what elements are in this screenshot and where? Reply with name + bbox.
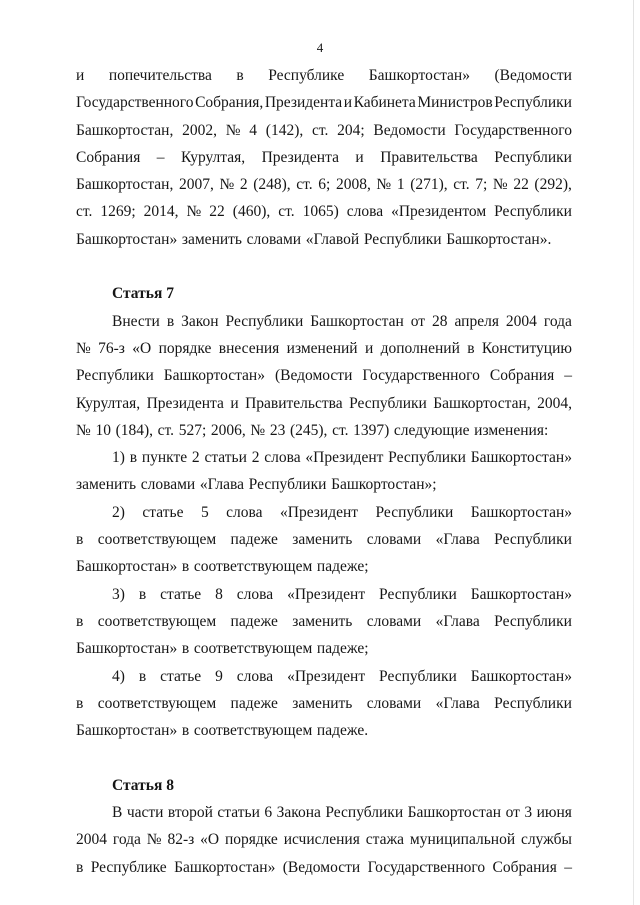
word: в: [236, 67, 244, 84]
word: Кабинета: [353, 94, 416, 112]
word: 2007,: [178, 176, 214, 194]
word: Башкортостан»: [470, 503, 572, 521]
text-line: [76, 471, 572, 498]
word: в: [181, 640, 190, 658]
text-line: [76, 226, 572, 253]
word: слова: [264, 449, 301, 467]
word: 2: [191, 449, 200, 467]
word: в: [467, 339, 475, 357]
document-body: [76, 62, 572, 881]
word: и: [76, 67, 85, 84]
word: (Ведомости: [274, 367, 353, 385]
word: словами: [366, 694, 422, 712]
text-line: [76, 799, 572, 826]
text-line: [76, 526, 572, 553]
word: Башкортостан,: [433, 394, 531, 412]
word: 4: [249, 121, 258, 139]
word: части: [126, 804, 164, 822]
word: (142),: [265, 121, 304, 139]
word: падеже: [230, 612, 278, 630]
word: Башкортостан»: [76, 230, 178, 248]
word: «Глава: [199, 476, 245, 494]
word: исчисления: [283, 831, 360, 849]
word: №: [250, 421, 266, 439]
word: службы: [521, 831, 572, 849]
word: словами: [366, 531, 422, 549]
word: статьи: [204, 449, 247, 467]
word: в: [76, 858, 84, 876]
text-line: [76, 335, 572, 362]
word: в: [129, 449, 138, 467]
word: июня: [536, 804, 572, 822]
text-line: [76, 854, 572, 881]
word: статье: [142, 503, 184, 521]
word: «О: [132, 339, 152, 357]
word: Республики: [325, 804, 404, 822]
word: Государственного: [76, 94, 194, 112]
word: Республики: [375, 503, 454, 521]
word: стажа: [365, 831, 405, 849]
text-line: [76, 444, 572, 471]
word: Башкортостан»: [470, 585, 572, 603]
word: ст.: [157, 421, 175, 439]
word: ст.: [278, 203, 295, 221]
word: в: [181, 722, 190, 740]
word: в: [76, 694, 84, 712]
text-line: [76, 717, 572, 744]
word: Республики: [494, 531, 572, 549]
word: муниципальной: [409, 831, 516, 849]
word: падеже: [230, 531, 278, 549]
word: падеже.: [316, 722, 369, 740]
word: Республики: [494, 203, 572, 221]
word: Курултая,: [181, 148, 246, 166]
word: 82-з: [167, 831, 195, 849]
word: –: [564, 858, 572, 876]
word: Ведомости: [373, 121, 446, 139]
text-line: [76, 390, 572, 417]
word: Республике: [90, 858, 167, 876]
word: ст.: [76, 203, 93, 221]
word: Башкортостан: [310, 312, 404, 330]
text-line: [76, 62, 572, 89]
word: 2004: [76, 831, 107, 849]
word: и: [364, 339, 374, 357]
word: падеже: [230, 694, 278, 712]
word: Республики: [379, 585, 457, 603]
word: (184),: [115, 421, 154, 439]
word: Собрания: [489, 367, 555, 385]
word: Башкортостан»: [470, 667, 572, 685]
word: словами: [140, 476, 196, 494]
word: 3: [524, 804, 533, 822]
word: В: [112, 804, 123, 822]
word: Республики: [388, 449, 466, 467]
word: «Президент: [305, 449, 384, 467]
word: Конституцию: [481, 339, 572, 357]
word: слова: [346, 203, 384, 221]
scan-edge-shadow: [633, 0, 634, 905]
word: попечительства: [108, 67, 212, 84]
word: Башкортостан»: [76, 640, 178, 658]
word: №: [225, 121, 241, 139]
word: №: [76, 339, 91, 357]
word: «Главой: [305, 230, 360, 248]
word: 204;: [337, 121, 365, 139]
article-heading: Статья 7: [112, 285, 174, 303]
word: Республики: [494, 148, 572, 166]
text-line: [76, 308, 572, 335]
text-line: [76, 171, 572, 198]
page-number: 4: [316, 40, 324, 55]
word: заменить: [292, 531, 353, 549]
word: ст.: [311, 121, 329, 139]
word: Правительства: [245, 394, 343, 412]
word: соответствующем: [97, 531, 217, 549]
word: дополнений: [380, 339, 460, 357]
word: словами: [246, 230, 302, 248]
word: в: [76, 531, 84, 549]
word: 527;: [178, 421, 207, 439]
word: «Президент: [287, 585, 366, 603]
word: соответствующем: [193, 640, 313, 658]
word: Государственного: [362, 367, 480, 385]
word: следующие: [393, 421, 470, 439]
word: 1065): [302, 203, 339, 221]
word: пункте: [141, 449, 188, 467]
text-line: [76, 417, 572, 444]
word: падеже;: [316, 640, 369, 658]
word: 2004,: [537, 394, 572, 412]
word: 2008,: [335, 176, 371, 194]
text-line: [76, 144, 572, 171]
word: статье: [160, 585, 202, 603]
word: (460),: [232, 203, 271, 221]
word: Президента: [264, 94, 343, 112]
word: ст.: [332, 421, 349, 439]
word: года: [543, 312, 572, 330]
word: года: [112, 831, 141, 849]
word: 2004: [505, 312, 537, 330]
word: в: [181, 558, 190, 576]
article-heading: Статья 8: [112, 776, 174, 794]
word: Башкортостан»: [76, 722, 178, 740]
word: (Ведомости: [494, 67, 572, 84]
word: 2: [239, 176, 248, 194]
word: второй: [167, 804, 213, 822]
word: Государственного: [367, 858, 486, 876]
text-line: [76, 581, 572, 608]
word: 7;: [475, 176, 488, 194]
word: 2): [112, 503, 125, 521]
word: 1397): [353, 421, 390, 439]
word: Башкортостан,: [76, 121, 174, 139]
text-line: [76, 89, 572, 116]
word: падеже;: [316, 558, 369, 576]
word: и: [355, 148, 364, 166]
word: и: [230, 394, 239, 412]
word: Башкортостан».: [446, 230, 552, 248]
word: Башкортостан»: [174, 858, 276, 876]
word: 2: [251, 449, 260, 467]
word: ст.: [453, 176, 470, 194]
word: порядке: [158, 339, 212, 357]
word: словами: [366, 612, 422, 630]
paragraph-gap: [76, 253, 572, 280]
word: (Ведомости: [282, 858, 361, 876]
word: внесения: [218, 339, 280, 357]
word: №: [186, 203, 202, 221]
word: 9: [215, 667, 223, 685]
text-line: [76, 362, 572, 389]
word: изменения:: [474, 421, 549, 439]
word: (292),: [534, 176, 572, 194]
word: изменений: [286, 339, 358, 357]
word: ст.: [296, 176, 313, 194]
word: Правительства: [380, 148, 478, 166]
word: в: [138, 585, 147, 603]
word: Башкортостан: [407, 804, 502, 822]
word: в: [138, 667, 147, 685]
word: Собрания: [76, 148, 141, 166]
word: Республики: [494, 94, 572, 112]
word: слова: [236, 585, 274, 603]
word: 2014,: [143, 203, 179, 221]
word: Президента: [146, 394, 224, 412]
word: Республики: [248, 476, 327, 494]
word: (271),: [410, 176, 448, 194]
word: (245),: [289, 421, 328, 439]
word: №: [76, 421, 91, 439]
word: Башкортостан»: [76, 558, 178, 576]
word: апреля: [454, 312, 499, 330]
word: 2006,: [210, 421, 246, 439]
word: заменить: [292, 694, 353, 712]
word: 6;: [318, 176, 331, 194]
word: 1269;: [100, 203, 136, 221]
word: от: [505, 804, 520, 822]
word: «Президент: [287, 667, 366, 685]
text-line: [76, 198, 572, 225]
word: статье: [160, 667, 202, 685]
word: Собрания: [492, 858, 557, 876]
word: соответствующем: [97, 694, 217, 712]
word: статьи: [217, 804, 260, 822]
word: заменить: [181, 230, 242, 248]
word: слова: [226, 503, 263, 521]
word: Республике: [268, 67, 345, 84]
word: «Глава: [435, 531, 480, 549]
word: Башкортостан»: [470, 449, 572, 467]
word: Республики: [494, 612, 572, 630]
word: «Глава: [435, 612, 480, 630]
word: 22: [209, 203, 225, 221]
word: «Президентом: [391, 203, 487, 221]
word: Республики: [363, 230, 442, 248]
word: №: [219, 176, 235, 194]
word: в: [76, 612, 84, 630]
word: Государственного: [454, 121, 572, 139]
word: заменить: [292, 612, 353, 630]
word: (248),: [253, 176, 291, 194]
word: 6: [264, 804, 273, 822]
text-line: [76, 608, 572, 635]
word: Министров: [417, 94, 493, 112]
word: слова: [236, 667, 274, 685]
word: Республики: [349, 394, 427, 412]
text-line: [76, 553, 572, 580]
text-line: [76, 826, 572, 853]
text-line: [76, 635, 572, 662]
word: от: [410, 312, 426, 330]
word: Башкортостан»: [368, 67, 470, 84]
word: 1): [112, 449, 125, 467]
word: Закона: [276, 804, 321, 822]
word: Башкортостан,: [76, 176, 174, 194]
word: Республики: [76, 367, 154, 385]
word: Закон: [181, 312, 219, 330]
text-line: [76, 663, 572, 690]
text-line: [76, 117, 572, 144]
word: «Глава: [435, 694, 480, 712]
word: порядке: [224, 831, 278, 849]
word: Курултая,: [76, 394, 141, 412]
word: соответствующем: [193, 722, 313, 740]
word: –: [564, 367, 572, 385]
word: «Президент: [280, 503, 359, 521]
text-line: [76, 690, 572, 717]
word: 3): [112, 585, 125, 603]
word: и: [343, 94, 353, 112]
word: Республики: [379, 667, 457, 685]
word: 5: [200, 503, 209, 521]
word: 2002,: [182, 121, 217, 139]
word: Башкортостан»: [163, 367, 265, 385]
word: №: [492, 176, 508, 194]
word: в: [166, 312, 175, 330]
word: «О: [200, 831, 220, 849]
word: №: [376, 176, 392, 194]
word: №: [146, 831, 162, 849]
word: 1: [396, 176, 405, 194]
word: Республики: [225, 312, 304, 330]
word: –: [156, 148, 165, 166]
word: Внести: [112, 312, 160, 330]
word: Собрания,: [195, 94, 264, 112]
paragraph-gap: [76, 744, 572, 771]
word: Республики: [494, 694, 572, 712]
word: 4): [112, 667, 125, 685]
word: 28: [432, 312, 448, 330]
word: 8: [215, 585, 223, 603]
text-line: [76, 499, 572, 526]
word: соответствующем: [193, 558, 313, 576]
word: 23: [269, 421, 286, 439]
word: 10: [95, 421, 111, 439]
word: Президента: [261, 148, 339, 166]
word: Башкортостан»;: [331, 476, 437, 494]
word: 22: [513, 176, 529, 194]
word: 76-з: [98, 339, 125, 357]
word: заменить: [76, 476, 137, 494]
word: соответствующем: [97, 612, 217, 630]
